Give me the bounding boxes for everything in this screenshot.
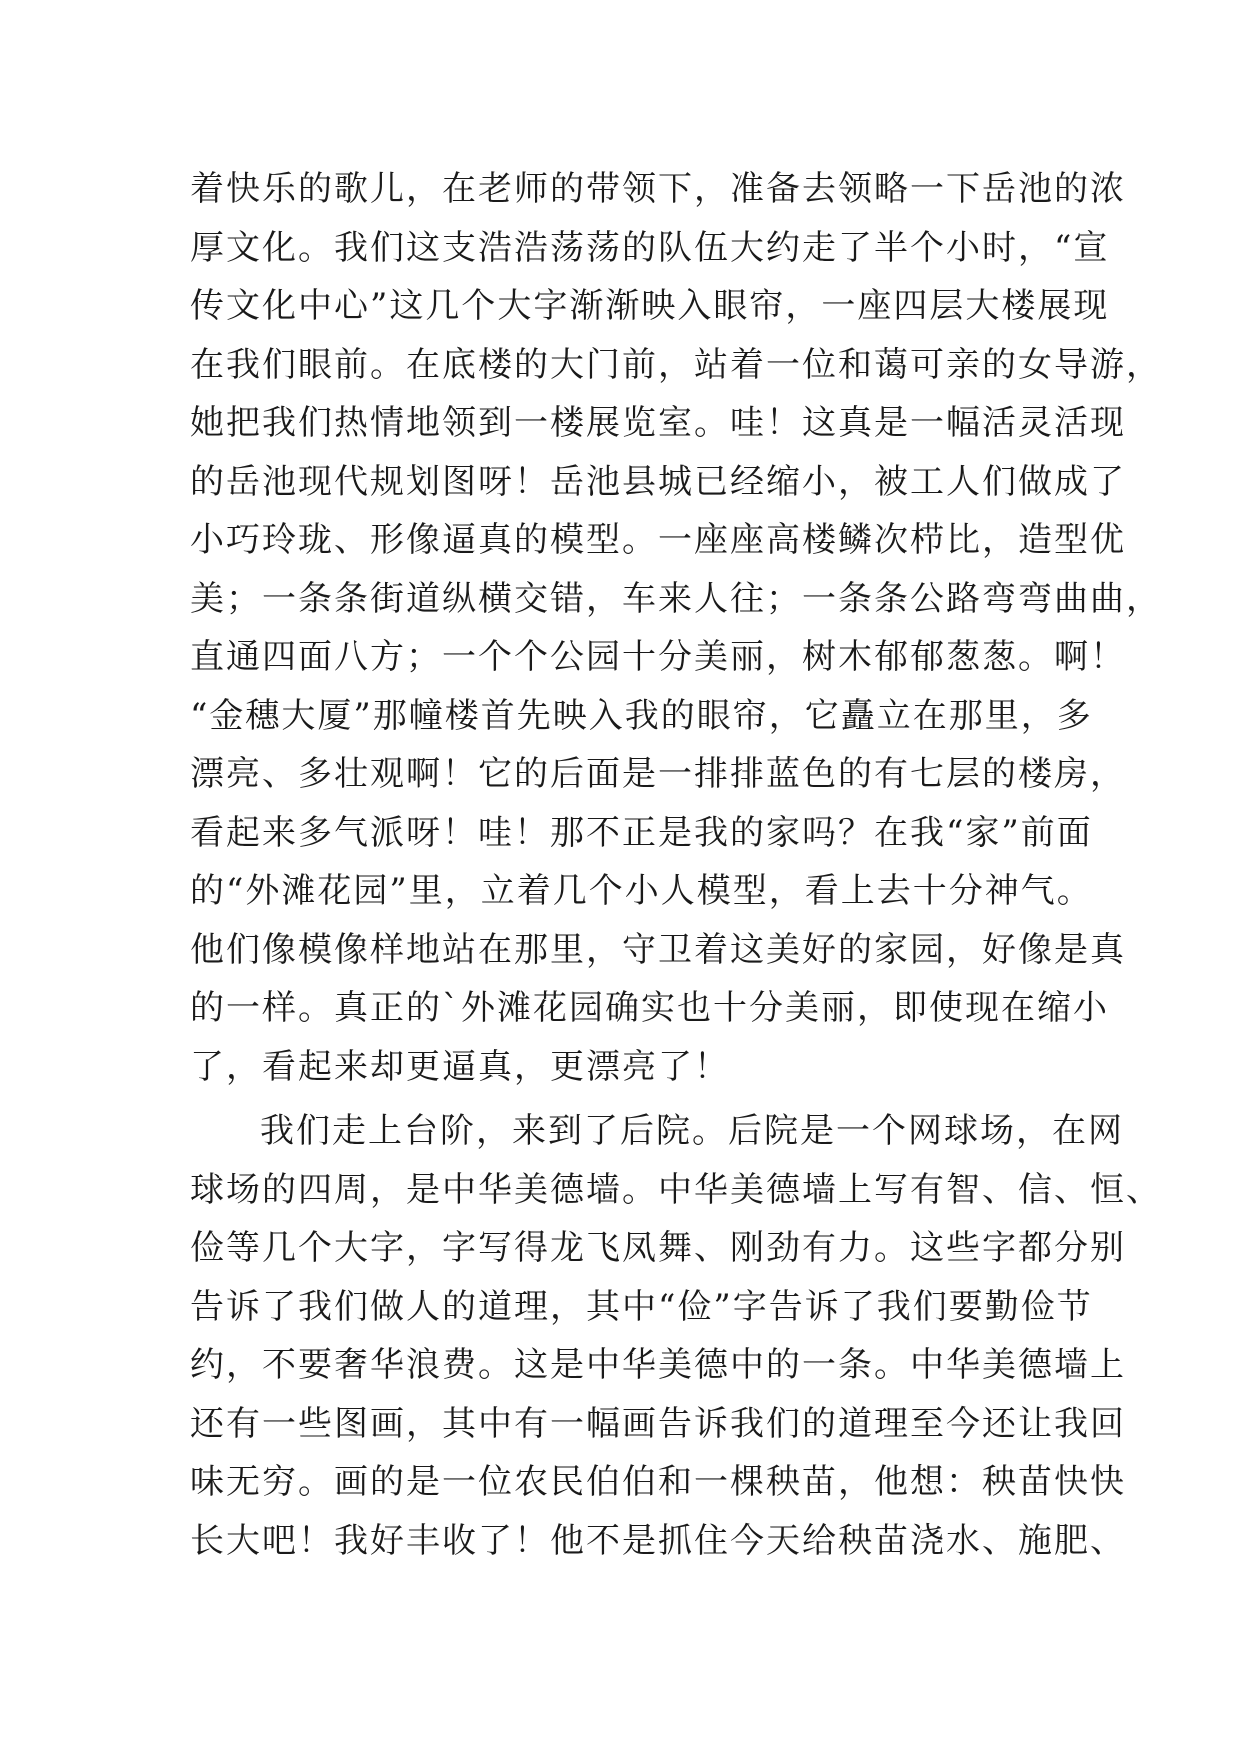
text-line: 告诉了我们做人的道理，其中“俭”字告诉了我们要勤俭节: [190, 1286, 1093, 1327]
text-line: 直通四面八方；一个个公园十分美丽，树木郁郁葱葱。啊！: [190, 637, 1126, 677]
text-line: 长大吧！我好丰收了！他不是抓住今天给秧苗浇水、施肥、: [190, 1520, 1126, 1561]
text-line: 在我们眼前。在底楼的大门前，站着一位和蔼可亲的女导游，: [190, 344, 1162, 385]
text-line: 了，看起来却更逼真，更漂亮了！: [190, 1046, 730, 1087]
text-line: 约，不要奢华浪费。这是中华美德中的一条。中华美德墙上: [190, 1345, 1126, 1385]
text-line: 美；一条条街道纵横交错，车来人往；一条条公路弯弯曲曲，: [190, 578, 1162, 619]
text-line: 小巧玲珑、形像逼真的模型。一座座高楼鳞次栉比，造型优: [190, 520, 1126, 560]
text-line: 球场的四周，是中华美德墙。中华美德墙上写有智、信、恒、: [190, 1169, 1162, 1210]
text-line: 他们像模像样地站在那里，守卫着这美好的家园，好像是真: [190, 929, 1126, 970]
text-line: 还有一些图画，其中有一幅画告诉我们的道理至今还让我回: [190, 1403, 1126, 1444]
text-line: 看起来多气派呀！哇！那不正是我的家吗？在我“家”前面: [190, 812, 1093, 853]
paragraph-1: [190, 160, 1162, 1096]
text-line: 的岳池现代规划图呀！岳池县城已经缩小，被工人们做成了: [190, 461, 1126, 502]
text-line: 传文化中心”这几个大字渐渐映入眼帘，一座四层大楼展现: [190, 286, 1110, 326]
text-line: 俭等几个大字，字写得龙飞凤舞、刚劲有力。这些字都分别: [190, 1228, 1126, 1268]
text-line: “金穗大厦”那幢楼首先映入我的眼帘，它矗立在那里，多: [190, 695, 1093, 736]
text-line: 着快乐的歌儿，在老师的带领下，准备去领略一下岳池的浓: [190, 169, 1126, 209]
text-line: 漂亮、多壮观啊！它的后面是一排排蓝色的有七层的楼房，: [190, 754, 1126, 794]
text-line: 味无穷。画的是一位农民伯伯和一棵秧苗，他想：秧苗快快: [190, 1462, 1126, 1502]
text-line: 厚文化。我们这支浩浩荡荡的队伍大约走了半个小时，“宣: [190, 227, 1110, 268]
paragraph-2: [190, 1102, 1162, 1570]
text-line: 的“外滩花园”里，立着几个小人模型，看上去十分神气。: [190, 871, 1093, 911]
text-line: 的一样。真正的`外滩花园确实也十分美丽，即使现在缩小: [190, 988, 1109, 1028]
text-line: 她把我们热情地领到一楼展览室。哇！这真是一幅活灵活现: [190, 403, 1126, 443]
text-line: 我们走上台阶，来到了后院。后院是一个网球场，在网: [260, 1111, 1124, 1151]
body-text: [190, 160, 1162, 1570]
